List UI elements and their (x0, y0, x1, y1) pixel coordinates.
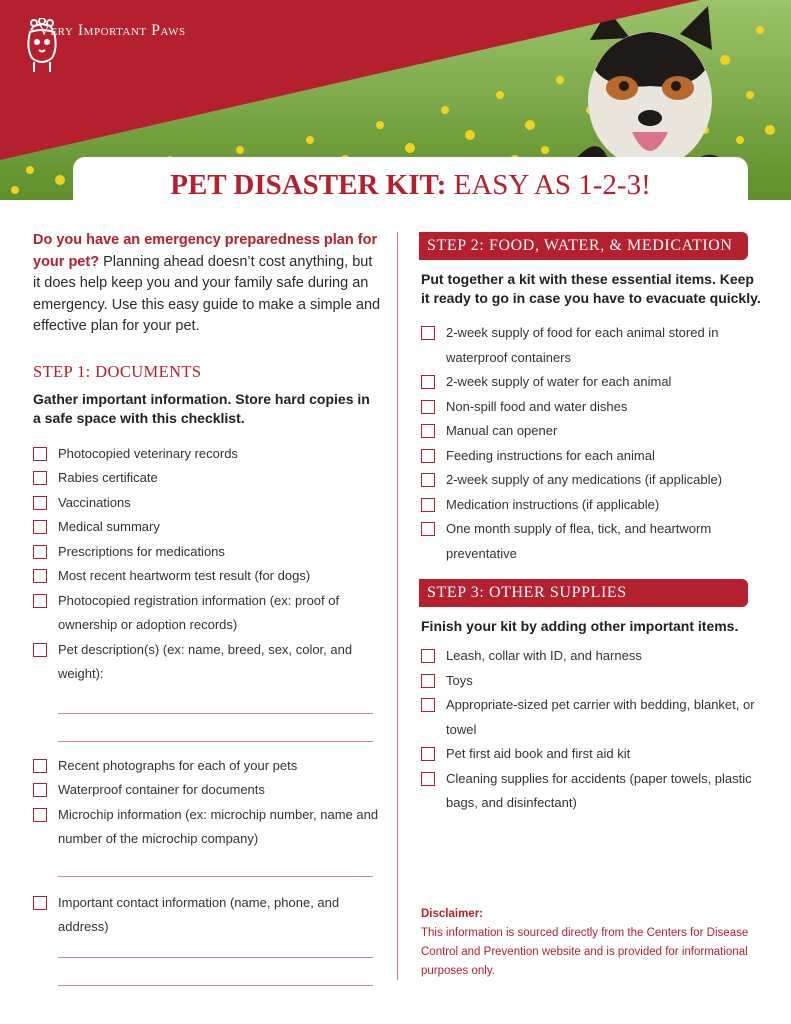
checkbox[interactable] (421, 522, 435, 536)
checklist-item[interactable] (421, 444, 761, 469)
write-line[interactable] (58, 713, 373, 714)
checkbox[interactable] (33, 783, 47, 797)
checkbox[interactable] (33, 545, 47, 559)
checklist-item-label: 2-week supply of food for each animal stored in waterproof containers (446, 325, 719, 365)
checkbox[interactable] (33, 759, 47, 773)
checklist-item[interactable] (421, 370, 761, 395)
disclaimer-title: Disclaimer: (421, 908, 484, 920)
checkbox[interactable] (421, 772, 435, 786)
checklist-item[interactable] (33, 515, 381, 540)
checkbox[interactable] (33, 808, 47, 822)
header-banner (0, 0, 791, 200)
checklist-item-label: Waterproof container for documents (58, 782, 265, 797)
checklist-item-label: Prescriptions for medications (58, 543, 225, 559)
checkbox[interactable] (421, 326, 435, 340)
brand-name: Very Important Paws (38, 22, 186, 39)
write-line[interactable] (58, 957, 373, 958)
checklist-item[interactable] (421, 419, 761, 444)
checklist-item-label: Medical summary (58, 519, 160, 534)
checkbox[interactable] (421, 498, 435, 512)
checkbox[interactable] (33, 643, 47, 657)
checklist-item-label: Appropriate-sized pet carrier with bedding, blanket, or towel (446, 697, 755, 737)
checklist-item[interactable] (33, 803, 381, 852)
checklist-item-label: 2-week supply of water for each animal (446, 374, 672, 389)
checklist-item-label: Cleaning supplies for accidents (paper towels, plastic bags, and disinfectant) (446, 770, 752, 810)
write-line[interactable] (58, 741, 373, 742)
disclaimer-text: This information is sourced directly from the Centers for Disease Control and Prevention website and is provided for informational purposes only. (421, 927, 749, 977)
checklist-item[interactable] (421, 644, 761, 669)
write-line[interactable] (58, 985, 373, 986)
checklist-item[interactable] (421, 468, 761, 493)
checklist-item[interactable] (421, 742, 761, 767)
checklist-item[interactable] (421, 693, 761, 742)
checklist-item-label: Microchip information (ex: microchip number, name and number of the microchip company) (58, 806, 379, 846)
checklist-item[interactable] (33, 589, 381, 638)
checkbox[interactable] (421, 674, 435, 688)
page-title (73, 157, 748, 200)
left-column (33, 230, 381, 986)
step2-lead: Put together a kit with these essential items. Keep it ready to go in case you have to evacuate quickly. (421, 271, 761, 306)
step1-lead: Gather important information. Store hard copies in a safe space with this checklist. (33, 390, 370, 426)
checkbox[interactable] (33, 594, 47, 608)
checkbox[interactable] (33, 896, 47, 910)
checklist-item-label: Pet first aid book and first aid kit (446, 746, 631, 761)
intro-question: Do you have an emergency preparedness plan for your pet? (33, 232, 378, 270)
checkbox[interactable] (421, 400, 435, 414)
step1-heading: STEP 1: DOCUMENTS (33, 361, 202, 381)
disclaimer (421, 905, 751, 981)
checklist-item-label: Feeding instructions for each animal (446, 447, 655, 463)
checklist-item-label: Toys (446, 672, 473, 688)
step3-heading: STEP 3: OTHER SUPPLIES (419, 579, 748, 607)
checklist-item[interactable] (33, 638, 381, 687)
title-light: EASY AS 1-2-3! (446, 169, 651, 200)
checkbox[interactable] (33, 520, 47, 534)
dog-crown-icon (22, 18, 62, 74)
checklist-item[interactable] (33, 540, 381, 565)
step3-checklist (421, 644, 761, 816)
checklist-item-label: Important contact information (name, phone, and address) (58, 894, 340, 934)
checklist-item-label: Recent photographs for each of your pets (58, 757, 298, 773)
checkbox[interactable] (33, 496, 47, 510)
checkbox[interactable] (421, 747, 435, 761)
checkbox[interactable] (421, 424, 435, 438)
step3-lead: Finish your kit by adding other important items. (421, 618, 739, 634)
step2-heading: STEP 2: FOOD, WATER, & MEDICATION (419, 232, 748, 260)
checklist-item[interactable] (33, 466, 381, 491)
checkbox[interactable] (421, 449, 435, 463)
checklist-item[interactable] (33, 564, 381, 589)
checklist-item[interactable] (421, 767, 761, 816)
checklist-item[interactable] (421, 395, 761, 420)
checklist-item-label: Vaccinations (58, 494, 131, 510)
checklist-item[interactable] (33, 778, 381, 803)
checklist-item[interactable] (421, 493, 761, 518)
checklist-item-label: Leash, collar with ID, and harness (446, 648, 642, 663)
checkbox[interactable] (421, 698, 435, 712)
right-column (421, 232, 761, 816)
checkbox[interactable] (421, 375, 435, 389)
checklist-item-label: Non-spill food and water dishes (446, 398, 628, 414)
title-bold: PET DISASTER KIT: (170, 169, 447, 200)
column-divider (397, 232, 398, 980)
checklist-item-label: One month supply of flea, tick, and heartworm preventative (446, 521, 712, 561)
checkbox[interactable] (33, 471, 47, 485)
checklist-item[interactable] (33, 442, 381, 467)
checklist-item-label: Medication instructions (if applicable) (446, 496, 660, 512)
checklist-item-label: Pet description(s) (ex: name, breed, sex, color, and weight): (58, 641, 353, 681)
checklist-item-label: Manual can opener (446, 423, 558, 438)
checkbox[interactable] (33, 447, 47, 461)
brand-logo[interactable] (22, 18, 202, 40)
write-line[interactable] (58, 876, 373, 877)
checkbox[interactable] (421, 473, 435, 487)
checklist-item[interactable] (33, 491, 381, 516)
checklist-item[interactable] (33, 891, 381, 940)
checklist-item[interactable] (421, 321, 761, 370)
checklist-item[interactable] (421, 669, 761, 694)
checkbox[interactable] (33, 569, 47, 583)
step1-checklist-a (33, 442, 381, 687)
checklist-item[interactable] (33, 754, 381, 779)
checklist-item-label: Photocopied veterinary records (58, 445, 238, 461)
step1-checklist-b (33, 754, 381, 852)
checklist-item-label: Rabies certificate (58, 470, 158, 485)
intro-text: Planning ahead doesn’t cost anything, but it does help keep you and your family safe during an emergency. Use this easy guide to make a simple and effective plan for your pet. (33, 253, 381, 334)
intro-paragraph (33, 230, 381, 338)
step1-checklist-c (33, 891, 381, 940)
checklist-item-label: 2-week supply of any medications (if applicable) (446, 472, 723, 487)
checklist-item-label: Photocopied registration information (ex: proof of ownership or adoption records) (58, 592, 340, 632)
checklist-item-label: Most recent heartworm test result (for dogs) (58, 568, 311, 583)
step2-checklist (421, 321, 761, 566)
checklist-item[interactable] (421, 517, 761, 566)
checkbox[interactable] (421, 649, 435, 663)
